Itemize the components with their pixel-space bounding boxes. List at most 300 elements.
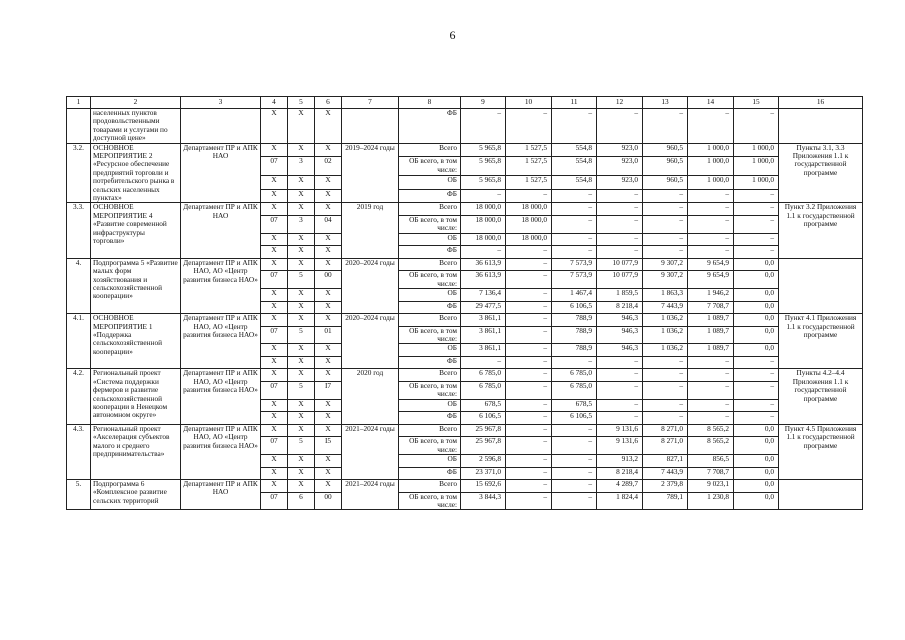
funding-source: ОБ	[399, 233, 461, 246]
code-cell: X	[315, 289, 342, 302]
value-cell: 0,0	[734, 289, 779, 302]
program-reference	[779, 480, 863, 510]
funding-source: ФБ	[399, 301, 461, 314]
funding-source: ОБ всего, в том числе:	[399, 157, 461, 176]
code-cell: 5	[288, 326, 315, 344]
value-cell: 1 946,2	[688, 289, 734, 302]
value-cell: 6 785,0	[461, 381, 506, 399]
code-cell: X	[288, 399, 315, 412]
program-reference: Пункты 3.1, 3.3 Приложения 1.1 к государственной программе	[779, 143, 863, 203]
code-cell: X	[261, 424, 288, 437]
code-cell: X	[315, 356, 342, 369]
value-cell: –	[734, 412, 779, 425]
code-cell: X	[288, 109, 315, 144]
funding-source: ФБ	[399, 109, 461, 144]
executor: Департамент ПР и АПК НАО, АО «Центр развития бизнеса НАО»	[181, 369, 261, 424]
funding-source: Всего	[399, 480, 461, 493]
value-cell: –	[688, 356, 734, 369]
funding-source: ФБ	[399, 356, 461, 369]
measure-name: ОСНОВНОЕ МЕРОПРИЯТИЕ 1 «Поддержка сельскохозяйственной кооперации»	[91, 314, 181, 369]
code-cell: 5	[288, 437, 315, 455]
code-cell: 3	[288, 215, 315, 233]
code-cell: X	[261, 203, 288, 216]
value-cell: 2 596,8	[461, 455, 506, 468]
table-row	[67, 480, 863, 493]
code-cell: X	[315, 314, 342, 327]
column-header: 14	[688, 97, 734, 109]
column-header: 16	[779, 97, 863, 109]
value-cell: –	[506, 109, 552, 144]
code-cell: 02	[315, 157, 342, 176]
executor: Департамент ПР и АПК НАО, АО «Центр развития бизнеса НАО»	[181, 424, 261, 479]
value-cell: –	[461, 109, 506, 144]
code-cell: X	[288, 258, 315, 271]
value-cell: 0,0	[734, 326, 779, 344]
row-number: 4.2.	[67, 369, 91, 424]
code-cell: X	[288, 455, 315, 468]
funding-source: Всего	[399, 258, 461, 271]
code-cell: 04	[315, 215, 342, 233]
funding-source: Всего	[399, 143, 461, 157]
funding-source: ОБ	[399, 176, 461, 190]
value-cell: 8 218,4	[597, 467, 643, 480]
value-cell: 5 965,8	[461, 157, 506, 176]
value-cell: –	[643, 381, 688, 399]
value-cell: 15 692,6	[461, 480, 506, 493]
value-cell: –	[734, 369, 779, 382]
code-cell: X	[315, 399, 342, 412]
row-number	[67, 109, 91, 144]
column-header: 13	[643, 97, 688, 109]
value-cell: 946,3	[597, 314, 643, 327]
table-row	[67, 143, 863, 157]
funding-source: ОБ всего, в том числе:	[399, 492, 461, 510]
value-cell: –	[552, 424, 597, 437]
program-reference: Пункты 4.2–4.4 Приложения 1.1 к государственной программе	[779, 369, 863, 424]
column-header: 8	[399, 97, 461, 109]
column-header: 1	[67, 97, 91, 109]
value-cell: –	[461, 246, 506, 259]
value-cell: –	[506, 492, 552, 510]
value-cell: 8 271,0	[643, 437, 688, 455]
value-cell: –	[461, 189, 506, 203]
value-cell: –	[734, 356, 779, 369]
row-number: 4.3.	[67, 424, 91, 479]
value-cell: –	[552, 467, 597, 480]
code-cell: X	[261, 189, 288, 203]
value-cell: –	[643, 412, 688, 425]
value-cell: –	[643, 369, 688, 382]
column-header: 9	[461, 97, 506, 109]
code-cell: 07	[261, 271, 288, 289]
value-cell: –	[643, 356, 688, 369]
value-cell: –	[552, 189, 597, 203]
table-row	[67, 258, 863, 271]
value-cell: –	[506, 412, 552, 425]
value-cell: –	[506, 289, 552, 302]
funding-source: ФБ	[399, 412, 461, 425]
value-cell: 1 000,0	[688, 157, 734, 176]
value-cell: 18 000,0	[461, 203, 506, 216]
code-cell: X	[315, 344, 342, 357]
value-cell: 0,0	[734, 492, 779, 510]
value-cell: –	[734, 215, 779, 233]
value-cell: 2 379,8	[643, 480, 688, 493]
value-cell: 554,8	[552, 176, 597, 190]
row-number: 4.	[67, 258, 91, 313]
value-cell: –	[688, 369, 734, 382]
value-cell: –	[552, 109, 597, 144]
code-cell: X	[261, 109, 288, 144]
code-cell: I7	[315, 381, 342, 399]
value-cell: –	[597, 189, 643, 203]
value-cell: 7 443,9	[643, 301, 688, 314]
code-cell: X	[261, 314, 288, 327]
value-cell: 1 036,2	[643, 344, 688, 357]
value-cell: 6 106,5	[552, 301, 597, 314]
value-cell: 3 861,1	[461, 326, 506, 344]
program-reference	[779, 258, 863, 313]
value-cell: 36 613,9	[461, 271, 506, 289]
value-cell: 18 000,0	[506, 203, 552, 216]
years-cell: 2020–2024 годы	[342, 258, 399, 313]
value-cell: 3 861,1	[461, 344, 506, 357]
code-cell: X	[261, 467, 288, 480]
code-cell: X	[315, 176, 342, 190]
value-cell: 18 000,0	[461, 233, 506, 246]
value-cell: 0,0	[734, 314, 779, 327]
value-cell: 0,0	[734, 467, 779, 480]
code-cell: X	[315, 246, 342, 259]
funding-source: Всего	[399, 314, 461, 327]
code-cell: X	[288, 301, 315, 314]
value-cell: –	[597, 246, 643, 259]
value-cell: 25 967,8	[461, 424, 506, 437]
value-cell: 788,9	[552, 314, 597, 327]
code-cell: X	[261, 258, 288, 271]
code-cell: 3	[288, 157, 315, 176]
value-cell: –	[688, 215, 734, 233]
value-cell: 554,8	[552, 157, 597, 176]
executor: Департамент ПР и АПК НАО	[181, 143, 261, 203]
code-cell: X	[315, 109, 342, 144]
years-cell: 2020 год	[342, 369, 399, 424]
value-cell: 1 089,7	[688, 326, 734, 344]
value-cell: –	[506, 246, 552, 259]
code-cell: X	[288, 233, 315, 246]
code-cell: X	[315, 412, 342, 425]
value-cell: 5 965,8	[461, 176, 506, 190]
value-cell: 9 131,6	[597, 424, 643, 437]
value-cell: 29 477,5	[461, 301, 506, 314]
code-cell: X	[315, 424, 342, 437]
value-cell: 1 000,0	[734, 143, 779, 157]
value-cell: 789,1	[643, 492, 688, 510]
value-cell: 8 565,2	[688, 424, 734, 437]
code-cell: X	[261, 356, 288, 369]
value-cell: 960,5	[643, 157, 688, 176]
value-cell: –	[734, 246, 779, 259]
table-row	[67, 203, 863, 216]
value-cell: 9 307,2	[643, 271, 688, 289]
measure-name: Региональный проект «Акселерация субъектов малого и среднего предпринимательства»	[91, 424, 181, 479]
value-cell: 788,9	[552, 326, 597, 344]
funding-source: ОБ	[399, 344, 461, 357]
code-cell: X	[315, 233, 342, 246]
budget-table	[66, 96, 863, 510]
value-cell: –	[688, 399, 734, 412]
code-cell: X	[261, 143, 288, 157]
row-number: 3.2.	[67, 143, 91, 203]
page-number: 6	[449, 28, 456, 42]
value-cell: 923,0	[597, 157, 643, 176]
column-header: 4	[261, 97, 288, 109]
code-cell: 5	[288, 381, 315, 399]
value-cell: –	[643, 203, 688, 216]
value-cell: 6 106,5	[461, 412, 506, 425]
value-cell: 1 000,0	[688, 176, 734, 190]
value-cell: 1 527,5	[506, 143, 552, 157]
value-cell: 0,0	[734, 258, 779, 271]
program-reference: Пункт 3.2 Приложения 1.1 к государственной программе	[779, 203, 863, 258]
executor: Департамент ПР и АПК НАО	[181, 203, 261, 258]
value-cell: 0,0	[734, 480, 779, 493]
value-cell: 6 106,5	[552, 412, 597, 425]
value-cell: 1 824,4	[597, 492, 643, 510]
value-cell: –	[643, 399, 688, 412]
code-cell: 07	[261, 157, 288, 176]
program-reference: Пункт 4.1 Приложения 1.1 к государственной программе	[779, 314, 863, 369]
code-cell: X	[261, 399, 288, 412]
value-cell: 913,2	[597, 455, 643, 468]
code-cell: 01	[315, 326, 342, 344]
code-cell: 07	[261, 437, 288, 455]
value-cell: 1 000,0	[734, 176, 779, 190]
value-cell: 9 654,9	[688, 271, 734, 289]
code-cell: X	[288, 189, 315, 203]
value-cell: –	[597, 215, 643, 233]
code-cell: X	[288, 289, 315, 302]
table-row	[67, 109, 863, 144]
value-cell: –	[552, 203, 597, 216]
value-cell: 3 844,3	[461, 492, 506, 510]
value-cell: 10 077,9	[597, 271, 643, 289]
table-row	[67, 369, 863, 382]
years-cell	[342, 109, 399, 144]
value-cell: –	[597, 412, 643, 425]
code-cell: X	[288, 176, 315, 190]
funding-source: ОБ всего, в том числе:	[399, 215, 461, 233]
code-cell: X	[261, 289, 288, 302]
value-cell: 23 371,0	[461, 467, 506, 480]
funding-source: Всего	[399, 424, 461, 437]
code-cell: X	[288, 412, 315, 425]
executor: Департамент ПР и АПК НАО	[181, 480, 261, 510]
column-header: 5	[288, 97, 315, 109]
row-number: 5.	[67, 480, 91, 510]
value-cell: 923,0	[597, 176, 643, 190]
value-cell: –	[506, 271, 552, 289]
executor	[181, 109, 261, 144]
header-row	[67, 97, 863, 109]
value-cell: 18 000,0	[461, 215, 506, 233]
measure-name: населенных пунктов продовольственными товарами и услугами по доступной цене»	[91, 109, 181, 144]
value-cell: –	[734, 381, 779, 399]
value-cell: 1 089,7	[688, 314, 734, 327]
code-cell: X	[261, 455, 288, 468]
code-cell: X	[261, 301, 288, 314]
value-cell: –	[506, 437, 552, 455]
value-cell: 827,1	[643, 455, 688, 468]
value-cell: –	[688, 381, 734, 399]
code-cell: X	[288, 314, 315, 327]
value-cell: 7 708,7	[688, 301, 734, 314]
value-cell: 1 036,2	[643, 314, 688, 327]
funding-source: ОБ	[399, 455, 461, 468]
code-cell: X	[288, 344, 315, 357]
funding-source: Всего	[399, 369, 461, 382]
column-header: 10	[506, 97, 552, 109]
column-header: 3	[181, 97, 261, 109]
column-header: 11	[552, 97, 597, 109]
column-header: 7	[342, 97, 399, 109]
value-cell: –	[688, 203, 734, 216]
executor: Департамент ПР и АПК НАО, АО «Центр развития бизнеса НАО»	[181, 258, 261, 313]
code-cell: 5	[288, 271, 315, 289]
value-cell: 1 000,0	[688, 143, 734, 157]
value-cell: 7 573,9	[552, 258, 597, 271]
code-cell: X	[288, 369, 315, 382]
column-header: 15	[734, 97, 779, 109]
program-reference: Пункт 4.5 Приложения 1.1 к государственной программе	[779, 424, 863, 479]
value-cell: –	[597, 233, 643, 246]
value-cell: –	[506, 344, 552, 357]
value-cell: 0,0	[734, 271, 779, 289]
table-row	[67, 424, 863, 437]
code-cell: X	[288, 480, 315, 493]
value-cell: –	[506, 258, 552, 271]
column-header: 12	[597, 97, 643, 109]
value-cell: 856,5	[688, 455, 734, 468]
value-cell: 3 861,1	[461, 314, 506, 327]
value-cell: 9 023,1	[688, 480, 734, 493]
value-cell: –	[734, 203, 779, 216]
value-cell: –	[552, 437, 597, 455]
funding-source: ОБ	[399, 399, 461, 412]
measure-name: Подпрограмма 6 «Комплексное развитие сельских территорий	[91, 480, 181, 510]
value-cell: 960,5	[643, 143, 688, 157]
value-cell: 554,8	[552, 143, 597, 157]
funding-source: ОБ	[399, 289, 461, 302]
funding-source: ОБ всего, в том числе:	[399, 326, 461, 344]
measure-name: ОСНОВНОЕ МЕРОПРИЯТИЕ 2 «Ресурсное обеспечение предприятий торговли и потребительского рынка в сельских населенных пунктах»	[91, 143, 181, 203]
value-cell: –	[688, 412, 734, 425]
value-cell: 1 000,0	[734, 157, 779, 176]
value-cell: 0,0	[734, 301, 779, 314]
code-cell: X	[288, 424, 315, 437]
value-cell: –	[552, 233, 597, 246]
value-cell: 7 708,7	[688, 467, 734, 480]
value-cell: –	[552, 246, 597, 259]
code-cell: X	[315, 189, 342, 203]
value-cell: –	[688, 246, 734, 259]
value-cell: 9 654,9	[688, 258, 734, 271]
measure-name: Подпрограмма 5 «Развитие малых форм хозяйствования и сельскохозяйственной кооперации»	[91, 258, 181, 313]
value-cell: –	[643, 109, 688, 144]
value-cell: –	[734, 109, 779, 144]
value-cell: 1 527,5	[506, 157, 552, 176]
code-cell: X	[261, 344, 288, 357]
code-cell: X	[261, 176, 288, 190]
value-cell: –	[506, 455, 552, 468]
code-cell: X	[261, 233, 288, 246]
years-cell: 2020–2024 годы	[342, 314, 399, 369]
row-number: 4.1.	[67, 314, 91, 369]
value-cell: 1 863,3	[643, 289, 688, 302]
value-cell: 18 000,0	[506, 215, 552, 233]
value-cell: –	[506, 189, 552, 203]
value-cell: –	[734, 399, 779, 412]
years-cell: 2021–2024 годы	[342, 480, 399, 510]
code-cell: X	[288, 467, 315, 480]
code-cell: X	[261, 246, 288, 259]
value-cell: –	[506, 399, 552, 412]
value-cell: 960,5	[643, 176, 688, 190]
value-cell: –	[506, 326, 552, 344]
column-header: 2	[91, 97, 181, 109]
code-cell: 07	[261, 381, 288, 399]
value-cell: –	[552, 215, 597, 233]
value-cell: 788,9	[552, 344, 597, 357]
value-cell: 18 000,0	[506, 233, 552, 246]
value-cell: –	[461, 356, 506, 369]
value-cell: –	[734, 189, 779, 203]
code-cell: X	[315, 369, 342, 382]
value-cell: –	[506, 381, 552, 399]
value-cell: 0,0	[734, 437, 779, 455]
program-reference	[779, 109, 863, 144]
funding-source: ОБ всего, в том числе:	[399, 271, 461, 289]
value-cell: –	[643, 233, 688, 246]
value-cell: 10 077,9	[597, 258, 643, 271]
code-cell: X	[315, 143, 342, 157]
value-cell: –	[597, 203, 643, 216]
code-cell: X	[288, 143, 315, 157]
value-cell: –	[688, 109, 734, 144]
funding-source: ФБ	[399, 189, 461, 203]
funding-source: ОБ всего, в том числе:	[399, 381, 461, 399]
value-cell: –	[552, 492, 597, 510]
value-cell: 6 785,0	[552, 369, 597, 382]
value-cell: –	[597, 356, 643, 369]
measure-name: Региональный проект «Система поддержки фермеров и развитие сельскохозяйственной кооперации в Ненецком автономном округе»	[91, 369, 181, 424]
code-cell: X	[315, 480, 342, 493]
value-cell: 9 307,2	[643, 258, 688, 271]
code-cell: X	[261, 412, 288, 425]
value-cell: 923,0	[597, 143, 643, 157]
value-cell: 36 613,9	[461, 258, 506, 271]
value-cell: –	[506, 301, 552, 314]
value-cell: 7 573,9	[552, 271, 597, 289]
value-cell: 6 785,0	[552, 381, 597, 399]
value-cell: –	[506, 314, 552, 327]
value-cell: –	[506, 480, 552, 493]
value-cell: 0,0	[734, 424, 779, 437]
value-cell: 0,0	[734, 344, 779, 357]
years-cell: 2019 год	[342, 203, 399, 258]
code-cell: X	[288, 203, 315, 216]
funding-source: ФБ	[399, 467, 461, 480]
